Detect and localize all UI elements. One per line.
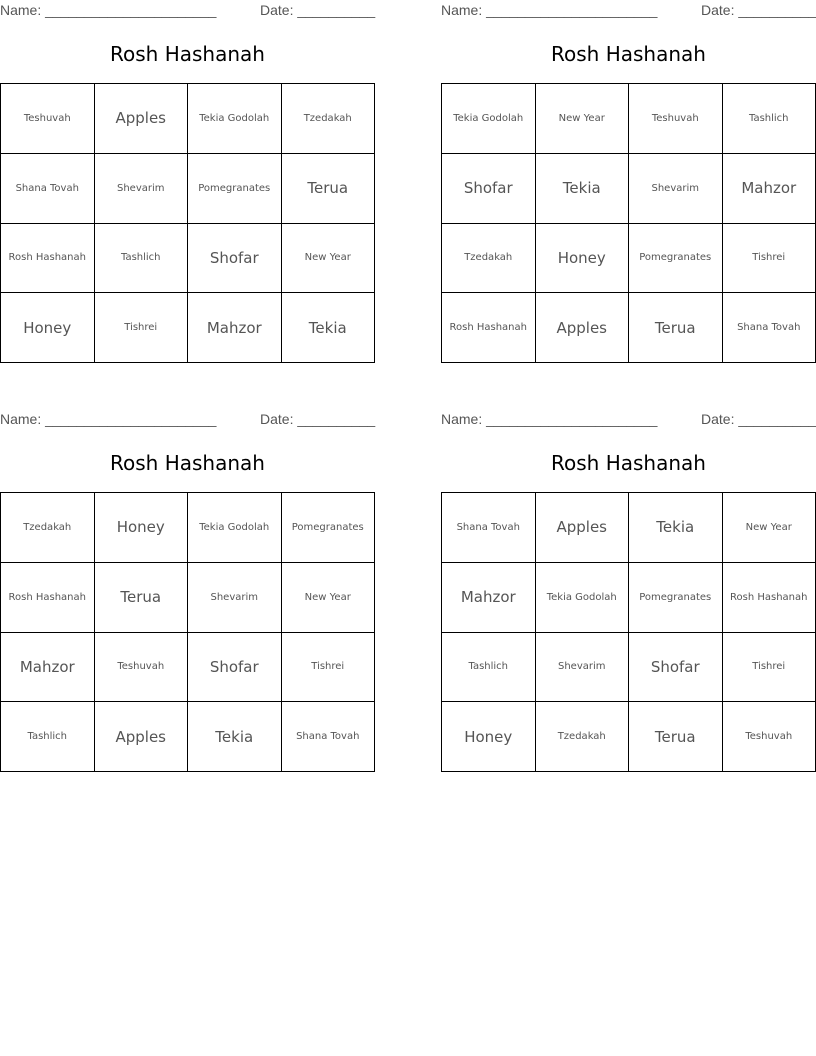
card-title: Rosh Hashanah xyxy=(551,42,706,66)
bingo-cell: Mahzor xyxy=(1,633,95,703)
date-field-label: Date: __________ xyxy=(260,411,376,427)
bingo-card xyxy=(441,409,816,746)
bingo-cell: Tekia xyxy=(629,493,723,563)
card-title: Rosh Hashanah xyxy=(551,451,706,475)
name-field-label: Name: ______________________ xyxy=(441,411,658,427)
bingo-cell: Tashlich xyxy=(723,84,816,154)
bingo-cell: Teshuvah xyxy=(629,84,723,154)
bingo-cell: Shevarim xyxy=(188,563,282,633)
name-date-bar xyxy=(0,409,375,429)
card-title: Rosh Hashanah xyxy=(110,42,265,66)
bingo-cell: New Year xyxy=(282,563,376,633)
bingo-cell: Honey xyxy=(536,224,630,294)
bingo-cell: Tishrei xyxy=(282,633,376,703)
bingo-cell: New Year xyxy=(282,224,376,294)
bingo-card xyxy=(0,0,376,337)
card-title: Rosh Hashanah xyxy=(110,451,265,475)
bingo-cell: Tekia Godolah xyxy=(442,84,536,154)
bingo-cell: Mahzor xyxy=(188,293,282,363)
bingo-grid xyxy=(441,83,816,363)
bingo-cell: Tashlich xyxy=(1,702,95,772)
bingo-cell: Shofar xyxy=(629,633,723,703)
bingo-cell: Rosh Hashanah xyxy=(1,224,95,294)
bingo-cell: Tishrei xyxy=(723,633,816,703)
bingo-cell: Mahzor xyxy=(723,154,816,224)
name-field-label: Name: ______________________ xyxy=(0,411,217,427)
bingo-cell: Rosh Hashanah xyxy=(723,563,816,633)
bingo-cell: New Year xyxy=(536,84,630,154)
name-date-bar xyxy=(441,409,816,429)
bingo-cell: Rosh Hashanah xyxy=(442,293,536,363)
bingo-cell: Tishrei xyxy=(95,293,189,363)
bingo-cell: Shevarim xyxy=(95,154,189,224)
bingo-cell: Shevarim xyxy=(629,154,723,224)
bingo-cell: Shofar xyxy=(442,154,536,224)
bingo-cell: Shofar xyxy=(188,224,282,294)
bingo-cell: Apples xyxy=(95,84,189,154)
bingo-grid xyxy=(0,492,375,772)
bingo-cell: Shana Tovah xyxy=(1,154,95,224)
bingo-cell: Tekia xyxy=(188,702,282,772)
name-date-bar xyxy=(0,0,375,20)
bingo-cell: Honey xyxy=(442,702,536,772)
name-field-label: Name: ______________________ xyxy=(0,2,217,18)
bingo-grid xyxy=(0,83,375,363)
name-date-bar xyxy=(441,0,816,20)
bingo-cell: Teshuvah xyxy=(95,633,189,703)
bingo-cell: Tekia Godolah xyxy=(188,84,282,154)
bingo-cell: Terua xyxy=(282,154,376,224)
name-field-label: Name: ______________________ xyxy=(441,2,658,18)
bingo-cell: Shevarim xyxy=(536,633,630,703)
bingo-cell: Tzedakah xyxy=(442,224,536,294)
bingo-cell: Apples xyxy=(536,293,630,363)
bingo-cell: Tekia xyxy=(282,293,376,363)
bingo-cell: Shana Tovah xyxy=(442,493,536,563)
date-field-label: Date: __________ xyxy=(701,2,816,18)
bingo-grid xyxy=(441,492,816,772)
bingo-cell: Pomegranates xyxy=(629,563,723,633)
bingo-cell: Tzedakah xyxy=(536,702,630,772)
bingo-cell: Terua xyxy=(629,702,723,772)
bingo-cell: Tishrei xyxy=(723,224,816,294)
bingo-cell: Shofar xyxy=(188,633,282,703)
bingo-cell: Pomegranates xyxy=(188,154,282,224)
bingo-cell: Teshuvah xyxy=(723,702,816,772)
bingo-cell: Terua xyxy=(629,293,723,363)
bingo-cell: Tzedakah xyxy=(1,493,95,563)
bingo-cell: New Year xyxy=(723,493,816,563)
bingo-cell: Honey xyxy=(1,293,95,363)
bingo-cell: Shana Tovah xyxy=(723,293,816,363)
date-field-label: Date: __________ xyxy=(701,411,816,427)
date-field-label: Date: __________ xyxy=(260,2,376,18)
bingo-cell: Shana Tovah xyxy=(282,702,376,772)
bingo-cell: Honey xyxy=(95,493,189,563)
bingo-cell: Tekia xyxy=(536,154,630,224)
bingo-cell: Teshuvah xyxy=(1,84,95,154)
bingo-cell: Tekia Godolah xyxy=(188,493,282,563)
bingo-cell: Terua xyxy=(95,563,189,633)
bingo-cell: Rosh Hashanah xyxy=(1,563,95,633)
bingo-cell: Tashlich xyxy=(95,224,189,294)
bingo-cell: Tekia Godolah xyxy=(536,563,630,633)
bingo-cell: Tashlich xyxy=(442,633,536,703)
bingo-cell: Tzedakah xyxy=(282,84,376,154)
bingo-cell: Apples xyxy=(95,702,189,772)
bingo-card xyxy=(0,409,376,746)
bingo-card xyxy=(441,0,816,337)
bingo-cell: Pomegranates xyxy=(282,493,376,563)
bingo-cell: Mahzor xyxy=(442,563,536,633)
bingo-cell: Apples xyxy=(536,493,630,563)
bingo-cell: Pomegranates xyxy=(629,224,723,294)
